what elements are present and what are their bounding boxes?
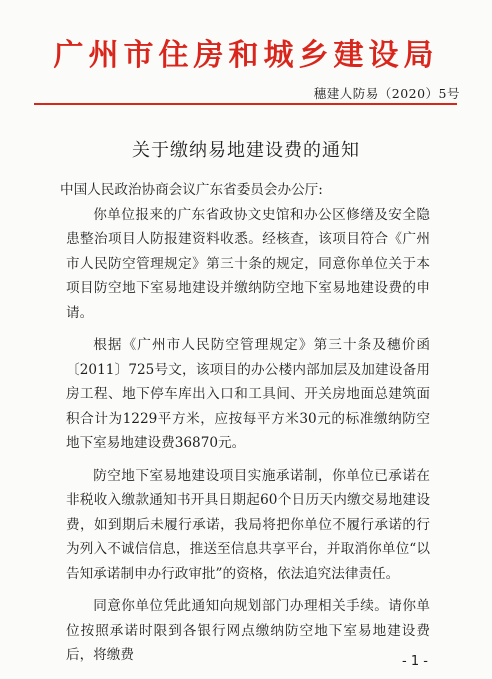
org-letterhead: 广州市住房和城乡建设局: [53, 38, 439, 73]
document-title: 关于缴纳易地建设费的通知: [132, 140, 360, 161]
salutation: 中国人民政治协商会议广东省委员会办公厅:: [60, 182, 323, 198]
paragraph-1: 你单位报来的广东省政协文史馆和办公区修缮及安全隐患整治项目人防报建资料收悉。经核查，该项目符合《广州市人民防空管理规定》第三十条的规定，同意你单位关于本项目防空地下室易地建设并缴纳防空地下室易地建设费的申请。: [66, 206, 430, 321]
paragraph-2: 根据《广州市人民防空管理规定》第三十条及穗价函〔2011〕725号文，该项目的办公楼内部加层及加建设备用房工程、地下停车库出入口和工具间、开关房地面总建筑面积合计为1229平方米，应按每平方米30元的标准缴纳防空地下室易地建设费36870元。: [66, 337, 430, 451]
document-number: 穗建人防易（2020）5号: [313, 86, 460, 101]
paragraph-3: 防空地下室易地建设项目实施承诺制，你单位已承诺在非税收入缴款通知书开具日期起60个日历天内缴交易地建设费，如到期后未履行承诺，我局将把你单位不履行承诺的行为列入不诚信信息，推送至信息共享平台，并取消你单位“以告知承诺制申办行政审批”的资格，依法追究法律责任。: [66, 467, 430, 582]
page-number: - 1 -: [402, 654, 428, 669]
document-body: [60, 178, 430, 668]
paragraph-4: 同意你单位凭此通知向规划部门办理相关手续。请你单位按照承诺时限到各银行网点缴纳防空地下室易地建设费后，将缴费: [66, 598, 430, 663]
red-divider-line: [34, 103, 457, 105]
